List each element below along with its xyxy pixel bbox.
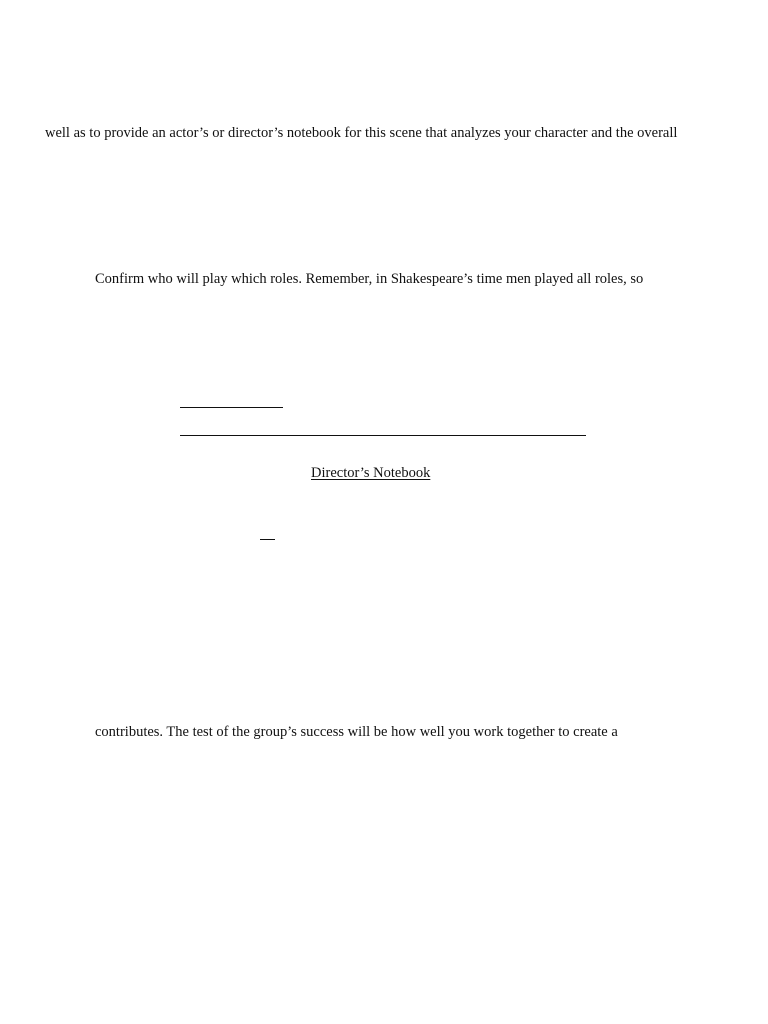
blank-fill-line-tiny	[260, 539, 275, 540]
section-heading: Director’s Notebook	[311, 465, 431, 481]
blank-fill-line-long	[180, 435, 586, 436]
body-text-line: Confirm who will play which roles. Remember, in Shakespeare’s time men played all roles, so	[95, 271, 644, 287]
blank-fill-line-short	[180, 407, 283, 408]
body-text-line: well as to provide an actor’s or director’s notebook for this scene that analyzes your character and the overall	[45, 125, 678, 141]
body-text-line: contributes. The test of the group’s success will be how well you work together to create a	[95, 724, 618, 740]
